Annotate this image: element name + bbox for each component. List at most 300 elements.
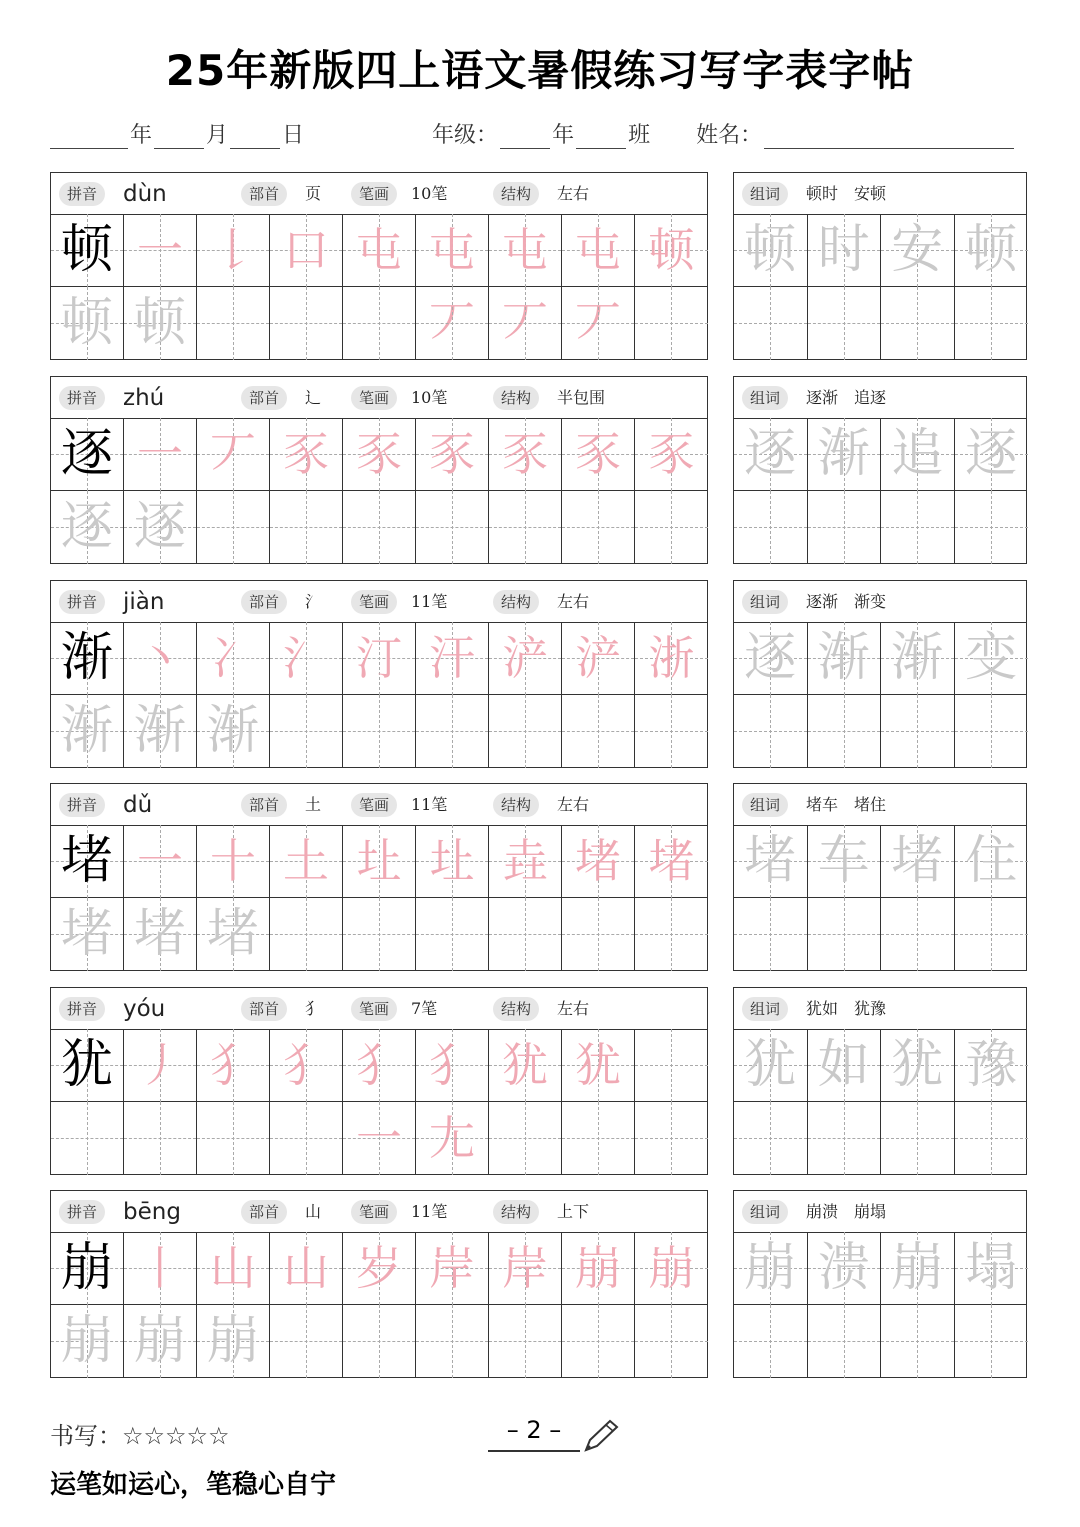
stroke-step: 圵 xyxy=(356,834,402,888)
grade-year-label: 年 xyxy=(552,123,575,148)
grid-cell[interactable] xyxy=(734,1102,808,1175)
stroke-step: 口 xyxy=(283,223,329,277)
words-label: 组词 xyxy=(742,997,788,1021)
grid-cell[interactable] xyxy=(343,1232,416,1305)
grid-cell[interactable] xyxy=(635,214,708,287)
stroke-step: 浙 xyxy=(648,631,695,685)
char-info-row xyxy=(51,581,707,623)
stroke-step: 汀 xyxy=(356,631,402,685)
model-character: 渐 xyxy=(60,628,113,688)
grid-cell[interactable] xyxy=(734,1232,808,1305)
grid-cell[interactable] xyxy=(51,1029,124,1102)
name-label: 姓名： xyxy=(696,123,763,148)
stroke-step: 圵 xyxy=(429,834,475,888)
strokes-value: 11笔 xyxy=(411,1202,448,1221)
grid-cell[interactable] xyxy=(635,287,708,360)
grid-cell[interactable] xyxy=(197,287,270,360)
trace-character: 追 xyxy=(891,424,944,484)
trace-character: 崩 xyxy=(133,1311,186,1371)
day-label: 日 xyxy=(282,123,305,148)
grid-cell[interactable] xyxy=(270,1305,343,1378)
grid-cell[interactable] xyxy=(197,825,270,898)
grid-cell[interactable] xyxy=(343,898,416,971)
stroke-step: 丿 xyxy=(137,1038,183,1092)
word-practice-grid xyxy=(733,580,1027,768)
grid-cell[interactable] xyxy=(51,1232,124,1305)
grid-cell[interactable] xyxy=(635,418,708,491)
strokes-value: 10笔 xyxy=(411,388,448,407)
grid-cell[interactable] xyxy=(416,214,489,350)
grid-cell[interactable] xyxy=(489,214,562,350)
trace-character: 堵 xyxy=(891,831,944,891)
words-value: 顿时 安顿 xyxy=(806,184,887,203)
structure-value: 左右 xyxy=(557,184,590,203)
grid-cell[interactable] xyxy=(124,1102,197,1175)
grid-cell[interactable] xyxy=(562,491,635,564)
grid-cell[interactable] xyxy=(635,1232,708,1305)
trace-character: 崩 xyxy=(744,1238,797,1298)
grid-cell[interactable] xyxy=(124,1029,197,1102)
grid-cell[interactable] xyxy=(734,287,808,360)
grid-cell[interactable] xyxy=(270,418,343,491)
word-practice-grid xyxy=(733,376,1027,564)
strokes-value: 11笔 xyxy=(411,795,448,814)
grid-cell[interactable] xyxy=(489,898,562,971)
grid-cell[interactable] xyxy=(270,214,343,287)
grid-cell[interactable] xyxy=(881,1102,955,1175)
radical-value: 页 xyxy=(305,184,322,203)
stroke-step: 浐 xyxy=(502,631,548,685)
grid-cell[interactable] xyxy=(343,214,416,287)
grid-cell[interactable] xyxy=(489,1102,562,1175)
grid-cell[interactable] xyxy=(270,695,343,768)
grid-cell[interactable] xyxy=(734,622,808,695)
year-blank[interactable] xyxy=(50,120,128,149)
grid-cell[interactable] xyxy=(562,214,635,350)
grid-cell[interactable] xyxy=(270,898,343,971)
char-block xyxy=(0,987,1080,1177)
grid-cell[interactable] xyxy=(489,695,562,768)
grid-cell[interactable] xyxy=(955,622,1029,695)
char-practice-grid xyxy=(50,376,708,564)
grid-cell[interactable] xyxy=(955,287,1029,360)
grid-cell[interactable] xyxy=(808,695,882,768)
model-character: 堵 xyxy=(60,831,113,891)
trace-character: 时 xyxy=(817,220,870,280)
grid-cell[interactable] xyxy=(955,695,1029,768)
words-label: 组词 xyxy=(742,793,788,817)
grid-cell[interactable] xyxy=(124,1232,197,1305)
stroke-step: 汗 xyxy=(429,631,475,685)
stroke-step: 氵 xyxy=(283,631,329,685)
word-practice-grid xyxy=(733,783,1027,971)
stroke-step: 山 xyxy=(210,1241,256,1295)
grid-cell[interactable] xyxy=(489,1029,562,1102)
radical-label: 部首 xyxy=(241,997,287,1021)
radical-label: 部首 xyxy=(241,386,287,410)
trace-character: 如 xyxy=(817,1035,870,1095)
grid-cell[interactable] xyxy=(955,491,1029,564)
grid-cell[interactable] xyxy=(635,825,708,898)
grid-cell[interactable] xyxy=(562,287,635,360)
grid-cell[interactable] xyxy=(51,622,124,695)
grid-cell[interactable] xyxy=(881,491,955,564)
grid-cell[interactable] xyxy=(124,1305,197,1378)
stroke-step: 堵 xyxy=(648,834,695,888)
pinyin-value: dǔ xyxy=(123,792,153,818)
grade-blank[interactable] xyxy=(500,120,550,149)
stroke-step: 顿 xyxy=(648,223,695,277)
stroke-step: 屯丆 xyxy=(575,223,621,350)
grid-cell[interactable] xyxy=(124,418,197,491)
stroke-step: 崩 xyxy=(575,1241,621,1295)
grid-cell[interactable] xyxy=(343,1305,416,1378)
grid-cell[interactable] xyxy=(270,1029,343,1102)
char-block xyxy=(0,172,1080,362)
pinyin-label: 拼音 xyxy=(59,1200,105,1224)
grid-cell[interactable] xyxy=(343,695,416,768)
model-character: 犹 xyxy=(60,1035,113,1095)
grid-cell[interactable] xyxy=(955,898,1029,971)
word-practice-grid xyxy=(733,987,1027,1175)
grid-cell[interactable] xyxy=(489,418,562,491)
radical-label: 部首 xyxy=(241,1200,287,1224)
pinyin-label: 拼音 xyxy=(59,590,105,614)
grid-cell[interactable] xyxy=(562,418,635,491)
grid-cell[interactable] xyxy=(343,1102,416,1175)
grid-cell[interactable] xyxy=(881,418,955,491)
grid-cell[interactable] xyxy=(734,695,808,768)
grid-cell[interactable] xyxy=(197,491,270,564)
grid-cell[interactable] xyxy=(955,214,1029,287)
char-block xyxy=(0,783,1080,973)
pinyin-label: 拼音 xyxy=(59,182,105,206)
stroke-step: 犭一 xyxy=(356,1038,402,1165)
char-practice-grid xyxy=(50,1190,708,1378)
grid-cell[interactable] xyxy=(881,898,955,971)
grid-cell[interactable] xyxy=(51,898,124,971)
char-block xyxy=(0,376,1080,566)
grid-cell[interactable] xyxy=(416,418,489,491)
grid-cell[interactable] xyxy=(562,1102,635,1175)
grid-cell[interactable] xyxy=(635,1305,708,1378)
stroke-step: 犭 xyxy=(283,1038,329,1092)
grid-cell[interactable] xyxy=(343,1029,416,1165)
grid-cell[interactable] xyxy=(955,1102,1029,1175)
radical-value: 氵 xyxy=(305,592,322,611)
pinyin-value: dùn xyxy=(123,181,167,207)
grid-cell[interactable] xyxy=(881,695,955,768)
trace-character: 安 xyxy=(891,220,944,280)
stroke-step: 岸 xyxy=(429,1241,475,1295)
stroke-step: 土 xyxy=(283,834,329,888)
structure-label: 结构 xyxy=(493,590,539,614)
month-label: 月 xyxy=(206,123,229,148)
grid-cell[interactable] xyxy=(881,287,955,360)
trace-character: 崩 xyxy=(60,1311,113,1371)
char-practice-grid xyxy=(50,580,708,768)
radical-label: 部首 xyxy=(241,182,287,206)
class-label: 班 xyxy=(628,123,651,148)
grid-cell[interactable] xyxy=(808,1029,882,1102)
trace-character: 犹 xyxy=(744,1035,797,1095)
stroke-step: 十 xyxy=(210,834,256,888)
pinyin-value: bēng xyxy=(123,1199,181,1225)
grid-cell[interactable] xyxy=(197,622,270,695)
strokes-value: 11笔 xyxy=(411,592,448,611)
grid-cell[interactable] xyxy=(124,898,197,971)
grid-cell[interactable] xyxy=(881,825,955,898)
grid-cell[interactable] xyxy=(416,695,489,768)
char-info-row xyxy=(51,1191,707,1233)
grid-cell[interactable] xyxy=(51,1305,124,1378)
stroke-step: 屯丆 xyxy=(502,223,548,350)
char-block xyxy=(0,1190,1080,1380)
grid-cell[interactable] xyxy=(808,1102,882,1175)
grid-cell[interactable] xyxy=(635,898,708,971)
trace-character: 顿 xyxy=(60,293,113,353)
grid-cell[interactable] xyxy=(635,491,708,564)
stroke-step: 岸 xyxy=(502,1241,548,1295)
grid-cell[interactable] xyxy=(734,418,808,491)
stroke-step: 垚 xyxy=(502,834,548,888)
structure-value: 上下 xyxy=(557,1202,590,1221)
pinyin-value: zhú xyxy=(123,385,165,411)
words-info-row xyxy=(734,784,1026,826)
grid-cell[interactable] xyxy=(489,622,562,695)
grid-cell[interactable] xyxy=(124,825,197,898)
grid-cell[interactable] xyxy=(270,825,343,898)
day-blank[interactable] xyxy=(230,120,280,149)
structure-label: 结构 xyxy=(493,1200,539,1224)
grid-cell[interactable] xyxy=(270,287,343,360)
grid-cell[interactable] xyxy=(881,1232,955,1305)
grid-cell[interactable] xyxy=(197,1102,270,1175)
grid-cell[interactable] xyxy=(270,1102,343,1175)
grid-cell[interactable] xyxy=(808,214,882,287)
stroke-step: 犹 xyxy=(575,1038,621,1092)
header-fields xyxy=(50,118,1030,158)
grid-cell[interactable] xyxy=(489,825,562,898)
pinyin-label: 拼音 xyxy=(59,793,105,817)
model-character: 逐 xyxy=(60,424,113,484)
structure-label: 结构 xyxy=(493,997,539,1021)
grid-cell[interactable] xyxy=(51,214,124,287)
trace-character: 塌 xyxy=(965,1238,1018,1298)
trace-character: 逐 xyxy=(965,424,1018,484)
grid-cell[interactable] xyxy=(955,418,1029,491)
radical-label: 部首 xyxy=(241,590,287,614)
grid-cell[interactable] xyxy=(881,1305,955,1378)
grid-cell[interactable] xyxy=(124,214,197,287)
stroke-step: 堵 xyxy=(575,834,621,888)
stroke-step: 崩 xyxy=(648,1241,695,1295)
grid-cell[interactable] xyxy=(51,695,124,768)
strokes-label: 笔画 xyxy=(351,386,397,410)
grid-cell[interactable] xyxy=(343,491,416,564)
grid-cell[interactable] xyxy=(808,898,882,971)
structure-value: 半包围 xyxy=(557,388,606,407)
trace-character: 堵 xyxy=(60,904,113,964)
stroke-step: 犹 xyxy=(502,1038,548,1092)
grid-cell[interactable] xyxy=(416,825,489,898)
grid-cell[interactable] xyxy=(343,825,416,898)
words-label: 组词 xyxy=(742,1200,788,1224)
grid-cell[interactable] xyxy=(881,214,955,287)
grid-cell[interactable] xyxy=(808,418,882,491)
grid-cell[interactable] xyxy=(416,1029,489,1165)
grid-cell[interactable] xyxy=(808,622,882,695)
grid-cell[interactable] xyxy=(124,622,197,695)
grid-cell[interactable] xyxy=(343,622,416,695)
char-block xyxy=(0,580,1080,770)
trace-character: 渐 xyxy=(133,701,186,761)
strokes-label: 笔画 xyxy=(351,182,397,206)
grid-cell[interactable] xyxy=(51,1102,124,1175)
grade-label: 年级： xyxy=(432,123,499,148)
grid-cell[interactable] xyxy=(808,287,882,360)
grid-cell[interactable] xyxy=(881,622,955,695)
grid-cell[interactable] xyxy=(124,491,197,564)
structure-label: 结构 xyxy=(493,182,539,206)
grid-cell[interactable] xyxy=(562,898,635,971)
structure-value: 左右 xyxy=(557,999,590,1018)
grid-cell[interactable] xyxy=(270,622,343,695)
grid-cell[interactable] xyxy=(881,1029,955,1102)
grid-cell[interactable] xyxy=(734,1305,808,1378)
grid-cell[interactable] xyxy=(635,695,708,768)
stroke-step: 犭尢 xyxy=(429,1038,475,1165)
words-value: 崩溃 崩塌 xyxy=(806,1202,887,1221)
words-info-row xyxy=(734,173,1026,215)
grid-cell[interactable] xyxy=(197,695,270,768)
char-info-row xyxy=(51,173,707,215)
grid-cell[interactable] xyxy=(808,1305,882,1378)
grid-cell[interactable] xyxy=(562,622,635,695)
grid-cell[interactable] xyxy=(51,287,124,360)
char-practice-grid xyxy=(50,172,708,360)
name-blank[interactable] xyxy=(764,120,1014,149)
stroke-step: 丆 xyxy=(210,427,256,481)
trace-character: 崩 xyxy=(206,1311,259,1371)
grid-cell[interactable] xyxy=(197,1305,270,1378)
trace-character: 堵 xyxy=(206,904,259,964)
grid-cell[interactable] xyxy=(124,695,197,768)
grid-cell[interactable] xyxy=(124,287,197,360)
grid-cell[interactable] xyxy=(562,1029,635,1102)
words-info-row xyxy=(734,581,1026,623)
pen-icon xyxy=(580,1418,620,1454)
trace-character: 崩 xyxy=(891,1238,944,1298)
motto: 运笔如运心，笔稳心自宁 xyxy=(50,1470,337,1500)
grid-cell[interactable] xyxy=(808,491,882,564)
trace-character: 堵 xyxy=(133,904,186,964)
stroke-step: 山 xyxy=(283,1241,329,1295)
grid-cell[interactable] xyxy=(562,1305,635,1378)
words-value: 逐渐 追逐 xyxy=(806,388,887,407)
char-info-row xyxy=(51,784,707,826)
grid-cell[interactable] xyxy=(734,825,808,898)
class-blank[interactable] xyxy=(576,120,626,149)
grid-cell[interactable] xyxy=(955,825,1029,898)
grid-cell[interactable] xyxy=(734,214,808,287)
grid-cell[interactable] xyxy=(416,1102,489,1175)
grid-cell[interactable] xyxy=(343,287,416,360)
trace-character: 溃 xyxy=(817,1238,870,1298)
grid-cell[interactable] xyxy=(197,1029,270,1102)
stroke-step: 屯丆 xyxy=(429,223,475,350)
char-practice-grid xyxy=(50,987,708,1175)
grid-cell[interactable] xyxy=(51,418,124,491)
grid-cell[interactable] xyxy=(808,1232,882,1305)
grid-cell[interactable] xyxy=(197,214,270,287)
page-number: – 2 – xyxy=(488,1416,580,1452)
trace-character: 逐 xyxy=(133,497,186,557)
grid-cell[interactable] xyxy=(270,1232,343,1305)
grid-cell[interactable] xyxy=(562,695,635,768)
words-value: 犹如 犹豫 xyxy=(806,999,887,1018)
grid-cell[interactable] xyxy=(489,1232,562,1305)
grid-cell[interactable] xyxy=(562,1232,635,1305)
grid-cell[interactable] xyxy=(734,898,808,971)
grid-cell[interactable] xyxy=(734,1029,808,1102)
grid-cell[interactable] xyxy=(489,287,562,360)
grid-cell[interactable] xyxy=(197,1232,270,1305)
radical-label: 部首 xyxy=(241,793,287,817)
pinyin-value: yóu xyxy=(123,996,166,1022)
grid-cell[interactable] xyxy=(955,1232,1029,1305)
pinyin-label: 拼音 xyxy=(59,386,105,410)
grid-cell[interactable] xyxy=(197,418,270,491)
trace-character: 顿 xyxy=(744,220,797,280)
grid-cell[interactable] xyxy=(416,491,489,564)
trace-character: 渐 xyxy=(817,628,870,688)
grid-cell[interactable] xyxy=(734,491,808,564)
grid-cell[interactable] xyxy=(51,825,124,898)
trace-character: 犹 xyxy=(891,1035,944,1095)
trace-character: 住 xyxy=(965,831,1018,891)
grid-cell[interactable] xyxy=(489,491,562,564)
radical-value: 山 xyxy=(305,1202,322,1221)
stroke-step: 犭 xyxy=(210,1038,256,1092)
grid-cell[interactable] xyxy=(416,1232,489,1305)
structure-value: 左右 xyxy=(557,795,590,814)
grid-cell[interactable] xyxy=(489,1305,562,1378)
grid-cell[interactable] xyxy=(635,1029,708,1102)
grid-cell[interactable] xyxy=(955,1029,1029,1102)
trace-character: 顿 xyxy=(133,293,186,353)
grid-cell[interactable] xyxy=(51,491,124,564)
grid-cell[interactable] xyxy=(416,898,489,971)
stroke-step: 丶 xyxy=(137,631,183,685)
grid-cell[interactable] xyxy=(343,418,416,491)
grid-cell[interactable] xyxy=(416,287,489,360)
stroke-step: 丨 xyxy=(137,1241,183,1295)
char-practice-grid xyxy=(50,783,708,971)
grid-cell[interactable] xyxy=(270,491,343,564)
grid-cell[interactable] xyxy=(197,898,270,971)
stroke-step: 豕 xyxy=(429,427,475,481)
grid-cell[interactable] xyxy=(635,622,708,695)
grid-cell[interactable] xyxy=(808,825,882,898)
grid-cell[interactable] xyxy=(416,1305,489,1378)
month-blank[interactable] xyxy=(154,120,204,149)
grid-cell[interactable] xyxy=(416,622,489,695)
trace-character: 顿 xyxy=(965,220,1018,280)
grid-cell[interactable] xyxy=(635,1102,708,1175)
grid-cell[interactable] xyxy=(562,825,635,898)
grid-cell[interactable] xyxy=(955,1305,1029,1378)
